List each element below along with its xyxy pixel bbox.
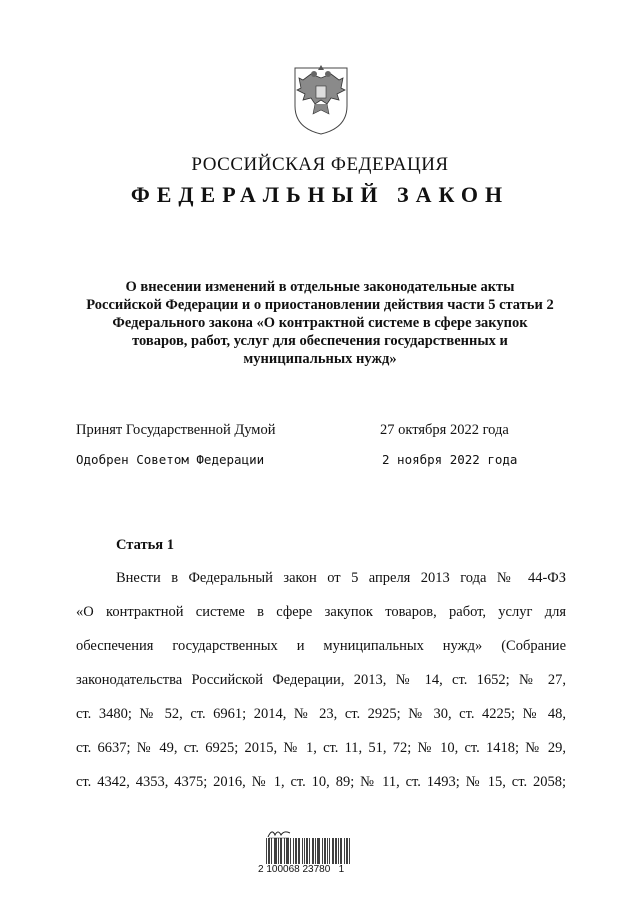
barcode-bar bbox=[327, 838, 328, 864]
barcode-bar bbox=[298, 838, 299, 864]
barcode-bar bbox=[313, 838, 314, 864]
barcode-bar bbox=[340, 838, 341, 864]
barcode-bar bbox=[293, 838, 294, 864]
article-text-line: ст. 6637; № 49, ст. 6925; 2015, № 1, ст. 11, 51, 72; № 10, ст. 1418; № 29, bbox=[76, 740, 566, 756]
barcode-bar bbox=[281, 838, 282, 864]
barcode-bar bbox=[344, 838, 345, 864]
barcode-bar bbox=[271, 838, 272, 864]
barcode-bar bbox=[278, 838, 279, 864]
law-title-line: Федерального закона «О контрактной системе в сфере закупок bbox=[112, 315, 528, 331]
law-title-line: Российской Федерации и о приостановлении действия части 5 статьи 2 bbox=[86, 297, 554, 313]
barcode-bar bbox=[319, 838, 320, 864]
barcode-bar bbox=[333, 838, 334, 864]
barcode-bar bbox=[307, 838, 308, 864]
barcode-bar bbox=[332, 838, 333, 864]
barcode-bar bbox=[280, 838, 281, 864]
barcode-bar bbox=[349, 838, 350, 864]
barcode-bar bbox=[299, 838, 300, 864]
barcode-bar bbox=[312, 838, 313, 864]
barcode-bar bbox=[318, 838, 319, 864]
barcode-bar bbox=[276, 838, 277, 864]
duma-adoption-label: Принят Государственной Думой bbox=[76, 422, 276, 438]
article-heading: Статья 1 bbox=[116, 537, 174, 553]
law-title bbox=[70, 278, 570, 368]
barcode-bar bbox=[317, 838, 318, 864]
council-approval-date: 2 ноября 2022 года bbox=[382, 452, 518, 467]
barcode-bar bbox=[296, 838, 297, 864]
barcode-bar bbox=[275, 838, 276, 864]
barcode-bar bbox=[302, 838, 303, 864]
barcode-bar bbox=[286, 838, 287, 864]
barcode-bar bbox=[325, 838, 326, 864]
law-title-line: товаров, работ, услуг для обеспечения государственных и bbox=[132, 333, 508, 349]
barcode-bar bbox=[284, 838, 285, 864]
barcode-bar bbox=[290, 838, 291, 864]
barcode-bar bbox=[274, 838, 275, 864]
barcode-bar bbox=[288, 838, 289, 864]
barcode-bar bbox=[347, 838, 348, 864]
article-text-line: ст. 4342, 4353, 4375; 2016, № 1, ст. 10, 89; № 11, ст. 1493; № 15, ст. 2058; bbox=[76, 774, 566, 790]
law-title-line: муниципальных нужд» bbox=[243, 351, 397, 367]
country-name: РОССИЙСКАЯ ФЕДЕРАЦИЯ bbox=[191, 154, 449, 175]
barcode-bar bbox=[335, 838, 336, 864]
coat-of-arms-icon bbox=[289, 60, 353, 136]
barcode-bar bbox=[329, 838, 330, 864]
article-text-line: обеспечения государственных и муниципальных нужд» (Собрание bbox=[76, 638, 566, 654]
barcode-bar bbox=[266, 838, 267, 864]
barcode-bar bbox=[338, 838, 339, 864]
barcode-bar bbox=[341, 838, 342, 864]
barcode-bar bbox=[336, 838, 337, 864]
article-text-line: ст. 3480; № 52, ст. 6961; 2014, № 23, ст. 2925; № 30, ст. 4225; № 48, bbox=[76, 706, 566, 722]
barcode-bar bbox=[287, 838, 288, 864]
barcode-bar bbox=[304, 838, 305, 864]
barcode-bar bbox=[346, 838, 347, 864]
barcode-bar bbox=[309, 838, 310, 864]
barcode-bar bbox=[324, 838, 325, 864]
barcode-bar bbox=[269, 838, 270, 864]
duma-adoption-date: 27 октября 2022 года bbox=[380, 422, 509, 438]
law-title-line: О внесении изменений в отдельные законодательные акты bbox=[125, 279, 515, 295]
article-text-line: Внести в Федеральный закон от 5 апреля 2013 года № 44-ФЗ bbox=[116, 570, 566, 586]
article-text-line: «О контрактной системе в сфере закупок товаров, работ, услуг для bbox=[76, 604, 566, 620]
barcode-bar bbox=[295, 838, 296, 864]
barcode-number: 2 100068 23780 1 bbox=[258, 864, 345, 875]
law-type-heading: ФЕДЕРАЛЬНЫЙ ЗАКОН bbox=[130, 182, 510, 207]
barcode-bar bbox=[268, 838, 269, 864]
barcode-bar bbox=[306, 838, 307, 864]
barcode-bar bbox=[315, 838, 316, 864]
article-text-line: законодательства Российской Федерации, 2013, № 14, ст. 1652; № 27, bbox=[76, 672, 566, 688]
barcode-bar bbox=[322, 838, 323, 864]
council-approval-label: Одобрен Советом Федерации bbox=[76, 452, 265, 467]
